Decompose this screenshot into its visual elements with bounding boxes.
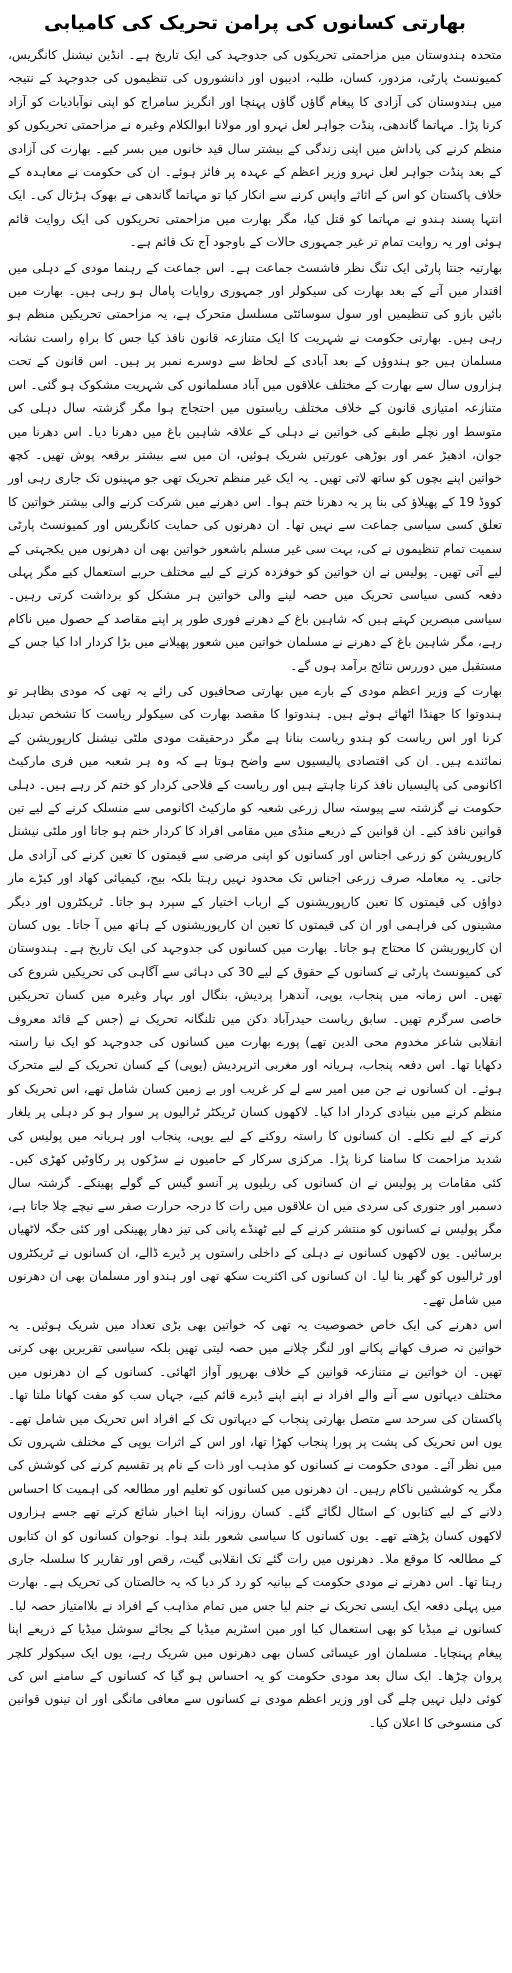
article-paragraph: اس دھرنے کی ایک خاص خصوصیت یہ تھی کہ خواتین بھی بڑی تعداد میں شریک ہوئیں۔ یہ خواتین نہ صرف کھانے پکانے اور لنگر چلانے میں حصہ لیتی تھیں بلکہ سیاسی تقریریں بھی کرتی تھیں۔ ان خواتین نے متنازعہ قوانین کے خلاف بھرپور آواز اٹھائی۔ کسانوں کے ان دھرنوں میں مختلف دیہاتوں سے آنے والے افراد نے اپنے اپنے ڈیرے قائم کیے، جہاں سب کو مفت کھانا ملتا تھا۔ پاکستان کی سرحد سے متصل بھارتی پنجاب کے دیہاتوں تک کے افراد اس تحریک میں شامل تھے۔ یوں اس تحریک کی پشت پر پورا پنجاب کھڑا تھا، اور اس کے اثرات یوپی کے مختلف شہروں تک میں نظر آئے۔ مودی حکومت نے کسانوں کو مذہب اور ذات کے نام پر تقسیم کرنے کی کوشش کی مگر یہ کوششیں ناکام رہیں۔ ان دھرنوں میں کسانوں کو تعلیم اور مطالعہ کی اہمیت کا احساس دلانے کے لیے کتابوں کے اسٹال لگائے گئے۔ کسان روزانہ اپنا اخبار شائع کرتے تھے جسے ہزاروں لاکھوں کسان پڑھتے تھے۔ یوں کسانوں کا سیاسی شعور بلند ہوا۔ نوجوان کسانوں کو ان کتابوں کے مطالعہ کا موقع ملا۔ دھرنوں میں رات گئے تک انقلابی گیت، رقص اور تقاریر کا سلسلہ جاری رہتا تھا۔ اس دھرنے نے مودی حکومت کے بیانیہ کو رد کر دیا کہ یہ خالصتان کی تحریک ہے۔ بھارت میں پہلی دفعہ ایک ایسی تحریک نے جنم لیا جس میں تمام مذاہب کے افراد نے بلاامتیاز حصہ لیا۔ کسانوں نے میڈیا کو بھی استعمال کیا اور مین اسٹریم میڈیا کے بجائے سوشل میڈیا کے ذریعے اپنا پیغام پہنچایا۔ مسلمان اور عیسائی کسان بھی دھرنوں میں شریک رہے، یوں ایک سیکولر کلچر پروان چڑھا۔ ایک سال بعد مودی حکومت کو یہ احساس ہو گیا کہ کسانوں کے سامنے اس کی کوئی دلیل نہیں چلے گی اور وزیر اعظم مودی نے کسانوں سے معافی مانگی اور ان تینوں قوانین کی منسوخی کا اعلان کیا۔ [8, 1317, 502, 1730]
article-paragraph: بھارت کے وزیر اعظم مودی کے بارے میں بھارتی صحافیوں کی رائے یہ تھی کہ مودی بظاہر تو ہندوتوا کا جھنڈا اٹھائے ہوئے ہیں۔ ہندوتوا کا مقصد بھارت کی سیکولر ریاست کا تشخص تبدیل کرنا اور اس ریاست کو ہندو ریاست بنانا ہے مگر درحقیقت مودی ملٹی نیشنل کارپوریشن کے نمائندے ہیں۔ ان کی اقتصادی پالیسیوں سے واضح ہوتا ہے کہ وہ ہر شعبہ میں فری مارکیٹ اکانومی کی پالیسیاں نافذ کرنا چاہتے ہیں اور ریاست کے فلاحی کردار کو ختم کر رہے ہیں۔ دہلی حکومت نے گزشتہ سے پیوستہ سال زرعی شعبہ کو مارکیٹ اکانومی سے منسلک کرنے کے لیے تین قوانین نافذ کیے۔ ان قوانین کے ذریعے منڈی میں مقامی افراد کا کردار ختم ہو جاتا اور ملٹی نیشنل کارپوریشن کو زرعی اجناس اور کسانوں کو اپنی مرضی سے قیمتوں کا تعین کرنے کی آزادی مل جاتی۔ یہ معاملہ صرف زرعی اجناس تک محدود نہیں رہتا بلکہ بیج، کیمیائی کھاد اور کیڑے مار دواؤں کی قیمتوں کا تعین کارپوریشنوں کے ارباب اختیار کے سپرد ہو جاتا۔ ٹریکٹروں اور دیگر مشینوں کی فراہمی اور ان کی قیمتوں کا تعین ان کارپوریشنوں کے ہاتھ میں آ جاتا۔ یوں کسان ان کارپوریشن کا محتاج ہو جاتا۔ بھارت میں کسانوں کی جدوجہد کی ایک تاریخ ہے۔ ہندوستان کی کمیونسٹ پارٹی نے کسانوں کے حقوق کے لیے 30 کی دہائی سے آگاہی کی تحریکیں شروع کی تھیں۔ اس زمانہ میں پنجاب، یوپی، آندھرا پردیش، بنگال اور بہار وغیرہ میں کسان تحریکیں خاصی سرگرم تھیں۔ سابق ریاست حیدرآباد دکن میں تلنگانہ تحریک نے (جس کے قائد معروف انقلابی شاعر مخدوم محی الدین تھے) پورے بھارت میں کسانوں کی جدوجہد کو ایک نیا راستہ دکھایا تھا۔ اس دفعہ پنجاب، ہریانہ اور مغربی اترپردیش (یوپی) کے کسان تحریک کے لیے متحرک ہوئے۔ ان کسانوں نے جن میں امیر سے لے کر غریب اور بے زمین کسان شامل تھے، اس تحریک کو منظم کرنے میں بنیادی کردار ادا کیا۔ لاکھوں کسان ٹریکٹر ٹرالیوں پر سوار ہو کر دہلی پر یلغار کرنے کے لیے نکلے۔ ان کسانوں کا راستہ روکنے کے لیے یوپی، پنجاب اور ہریانہ میں پولیس کی شدید مزاحمت کا سامنا کرنا پڑا۔ مرکزی سرکار کے حامیوں نے سڑکوں پر رکاوٹیں کھڑی کیں۔ کئی مقامات پر پولیس نے ان کسانوں کی ریلیوں پر آنسو گیس کے گولے پھینکے۔ گزشتہ سال دسمبر اور جنوری کی سردی میں ان علاقوں میں رات کا درجہ حرارت صفر سے نیچے چلا جاتا ہے، مگر پولیس نے کسانوں کو منتشر کرنے کے لیے ٹھنڈے پانی کی تیز دھار پھینکی اور کئی جگہ لاٹھیاں برسائیں۔ یوں لاکھوں کسانوں نے دہلی کے داخلی راستوں پر ڈیرے ڈالے، ان کسانوں نے ٹریکٹروں اور ٹرالیوں کو گھر بنا لیا۔ ان کسانوں کی اکثریت سکھ تھی اور ہندو اور مسلمان بھی ان دھرنوں میں شامل تھے۔ [8, 683, 502, 1307]
article-headline: بھارتی کسانوں کی پرامن تحریک کی کامیابی [44, 12, 466, 34]
article-paragraph: بھارتیہ جنتا پارٹی ایک تنگ نظر فاشسٹ جماعت ہے۔ اس جماعت کے رہنما مودی کے دہلی میں اقتدار میں آنے کے بعد بھارت کی سیکولر اور جمہوری روایات پامال ہو رہی ہیں۔ بھارت میں بائیں بازو کی تنظیمیں اور سول سوسائٹی مسلسل متحرک ہے، یہ مزاحمتی تحریکیں منظم ہو رہی ہیں۔ بھارتی حکومت نے شہریت کا ایک متنازعہ قانون نافذ کیا جس کا براہِ راست نشانہ مسلمان ہیں جو ہندوؤں کے بعد آبادی کے لحاظ سے دوسرے نمبر پر ہیں۔ اس قانون کے تحت ہزاروں سال سے بھارت کے مختلف علاقوں میں آباد مسلمانوں کی شہریت مشکوک ہو گئی۔ اس متنازعہ امتیازی قانون کے خلاف مختلف ریاستوں میں احتجاج ہوا مگر گزشتہ سال دہلی کی متوسط اور نچلے طبقے کی خواتین نے دہلی کے علاقہ شاہین باغ میں دھرنا دیا۔ اس دھرنا میں جوان، ادھیڑ عمر اور بوڑھی عورتیں شریک ہوئیں، ان میں سے بیشتر برقعہ پوش تھیں۔ کچھ خواتین اپنے بچوں کو ساتھ لاتی تھیں۔ یہ ایک غیر منظم تحریک تھی جو مہینوں تک جاری رہی اور کووڈ 19 کے پھیلاؤ کی بنا پر یہ دھرنا ختم ہوا۔ اس دھرنے میں شرکت کرنے والی بیشتر خواتین کا تعلق کسی سیاسی جماعت سے نہیں تھا۔ ان دھرنوں کی حمایت کانگریس اور کمیونسٹ پارٹی سمیت تمام تنظیموں نے کی، بہت سی غیر مسلم باشعور خواتین بھی ان دھرنوں میں یکجہتی کے لیے آتی تھیں۔ پولیس نے ان خواتین کو خوفزدہ کرنے کے لیے مختلف حربے استعمال کیے مگر پہلی دفعہ کسی سیاسی تحریک میں حصہ لینے والی خواتین ہر مشکل کو برداشت کرتی رہیں۔ سیاسی مبصرین کہتے ہیں کہ شاہین باغ کے دھرنے فوری طور پر اپنے مقاصد کے حصول میں ناکام رہے، مگر شاہین باغ کے دھرنے نے مسلمان خواتین میں شعور پھیلانے میں بڑا کردار ادا کیا جس کے مستقبل میں دوررس نتائج برآمد ہوں گے۔ [8, 260, 502, 673]
article-body [8, 44, 502, 1735]
article-paragraph: متحدہ ہندوستان میں مزاحمتی تحریکوں کی جدوجہد کی ایک تاریخ ہے۔ انڈین نیشنل کانگریس، کمیونسٹ پارٹی، مزدور، کسان، طلبہ، ادیبوں اور دانشوروں کی تنظیموں کی جدوجہد کے نتیجہ میں ہندوستان کی آزادی کا پیغام گاؤں گاؤں پہنچا اور انگریز سامراج کو اپنی نوآبادیات کو آزاد کرنا پڑا۔ مہاتما گاندھی، پنڈت جواہر لعل نہرو اور مولانا ابوالکلام وغیرہ نے مزاحمتی تحریکوں کو منظم کرنے کی پاداش میں اپنی زندگی کے بیشتر سال قید خانوں میں بسر کیے۔ بھارت کی آزادی کے بعد پنڈت جواہر لعل نہرو وزیر اعظم کے عہدہ پر فائز ہوئے۔ ان کی حکومت نے معاہدہ کے خلاف پاکستان کو اس کے اثاثے واپس کرنے سے انکار کیا تو مہاتما گاندھی نے بھوک ہڑتال کی۔ ایک انتہا پسند ہندو نے مہاتما کو قتل کیا، مگر بھارت میں مزاحمتی تحریکوں کی ایک روایت قائم ہوئی اور یہ روایت تمام تر غیر جمہوری حالات کے باوجود آج تک قائم ہے۔ [8, 48, 502, 250]
